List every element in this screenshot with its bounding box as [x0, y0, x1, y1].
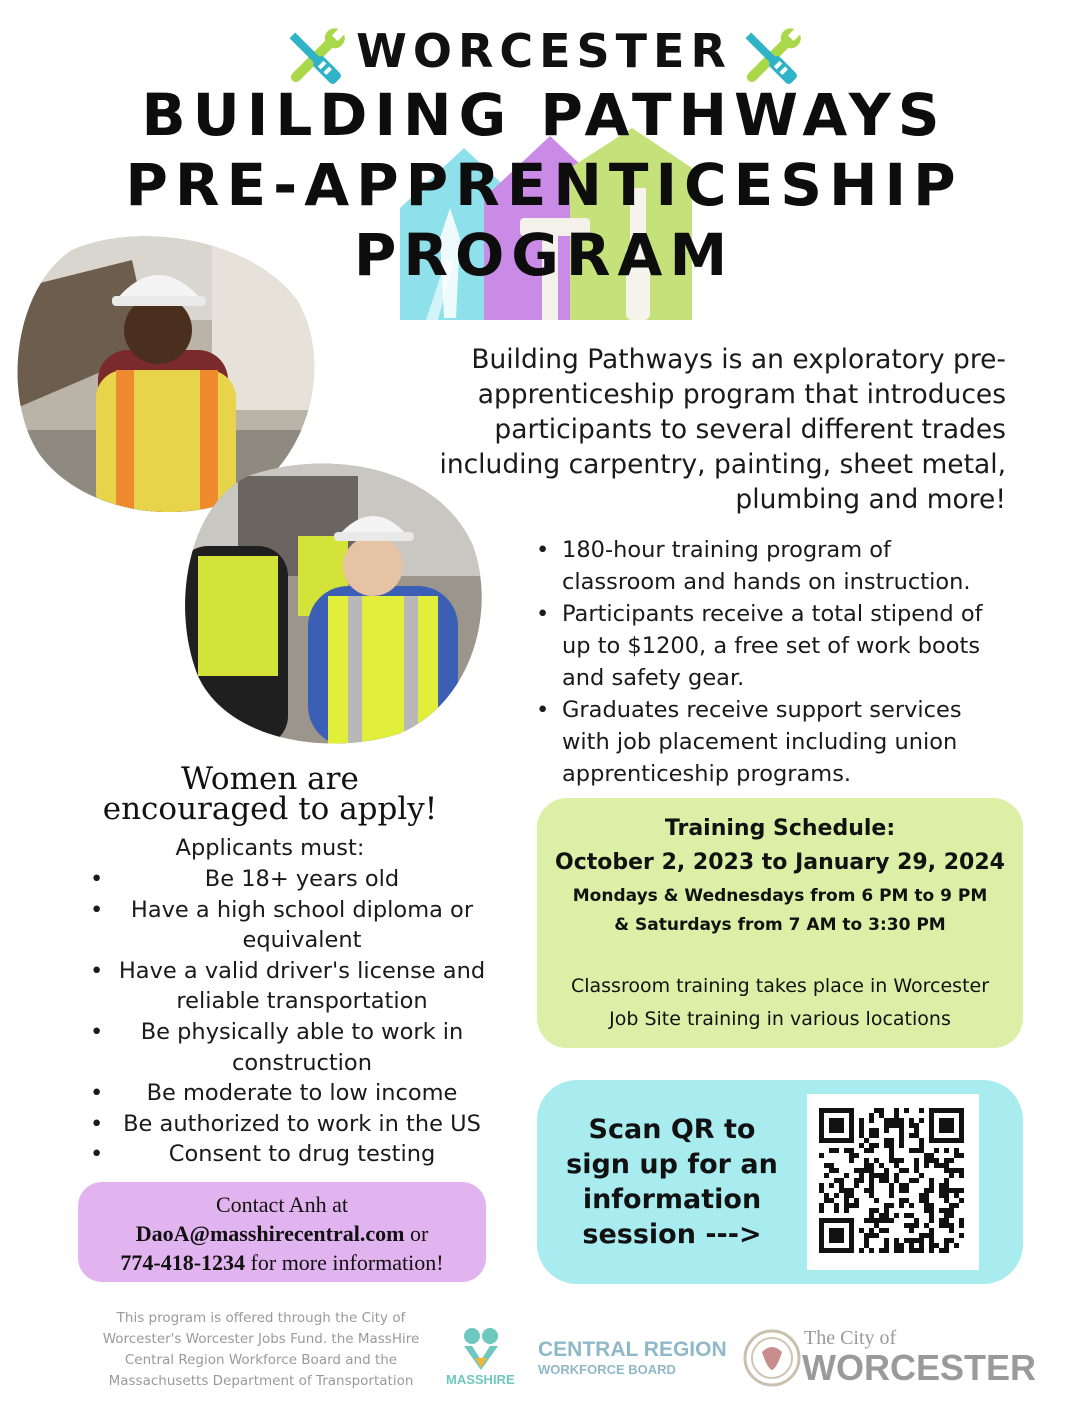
- list-item: • Have a valid driver's license and reliable transportation: [88, 956, 488, 1017]
- list-item: • Have a high school diploma or equivalent: [88, 895, 488, 956]
- schedule-dates: October 2, 2023 to January 29, 2024: [555, 850, 1005, 875]
- qr-code-icon: [807, 1094, 979, 1270]
- requirements-list: [88, 864, 488, 1170]
- list-item: • Consent to drug testing: [88, 1139, 488, 1170]
- benefits-list: [532, 534, 1002, 790]
- footer-note: This program is offered through the City of Worcester's Worcester Jobs Fund. the MassHire Central Region Workforce Board and the Massachusetts Department of Transportation: [102, 1310, 420, 1389]
- city-seal-icon: [745, 1331, 799, 1385]
- qr-code[interactable]: [807, 1094, 979, 1270]
- program-intro: Building Pathways is an exploratory pre-apprenticeship program that introduces participants to several different trades including carpentry, painting, sheet metal, plumbing and more!: [439, 344, 1006, 515]
- schedule-title: Training Schedule:: [664, 816, 896, 841]
- women-encouraged-heading: Women are encouraged to apply!: [102, 761, 438, 827]
- contact-email[interactable]: DaoA@masshirecentral.com: [135, 1221, 405, 1246]
- contact-box: Contact Anh at DaoA@masshirecentral.com or 774-418-1234 for more information!: [78, 1182, 486, 1282]
- sponsor-logos: [442, 1318, 1036, 1390]
- training-schedule-box: [537, 798, 1023, 1048]
- list-item: • Participants receive a total stipend of up to $1200, a free set of work boots and safety gear.: [532, 598, 1002, 694]
- title-program: PROGRAM: [353, 221, 735, 289]
- masshire-logo-icon: [464, 1328, 498, 1370]
- central-region-logo-text: CENTRAL REGION: [538, 1338, 727, 1361]
- list-item: • Be moderate to low income: [88, 1078, 488, 1109]
- schedule-weekdays: Mondays & Wednesdays from 6 PM to 9 PM: [572, 886, 988, 906]
- qr-signup-box: [537, 1080, 1023, 1284]
- list-item: • Graduates receive support services with job placement including union apprenticeship programs.: [532, 694, 1002, 790]
- title-building-pathways: BUILDING PATHWAYS: [141, 81, 947, 149]
- list-item: • Be physically able to work in construction: [88, 1017, 488, 1078]
- masshire-logo-text: MASSHIRE: [446, 1372, 515, 1387]
- jobsite-location: Job Site training in various locations: [609, 1008, 951, 1030]
- contact-phone[interactable]: 774-418-1234: [120, 1250, 246, 1275]
- qr-instructions: Scan QR to sign up for an information session --->: [566, 1114, 778, 1250]
- list-item: • 180-hour training program of classroom and hands on instruction.: [532, 534, 1002, 598]
- classroom-location: Classroom training takes place in Worcester: [570, 975, 990, 997]
- title-pre-apprenticeship: PRE-APPRENTICESHIP: [125, 151, 963, 219]
- title-worcester: WORCESTER: [356, 24, 732, 78]
- applicants-heading: Applicants must:: [175, 835, 365, 861]
- schedule-saturdays: & Saturdays from 7 AM to 3:30 PM: [614, 915, 946, 935]
- worcester-logo-text: WORCESTER: [802, 1347, 1036, 1388]
- list-item: • Be 18+ years old: [88, 864, 488, 895]
- city-of-logo-text: The City of: [804, 1327, 897, 1349]
- workforce-board-logo-text: WORKFORCE BOARD: [538, 1362, 676, 1377]
- list-item: • Be authorized to work in the US: [88, 1109, 488, 1140]
